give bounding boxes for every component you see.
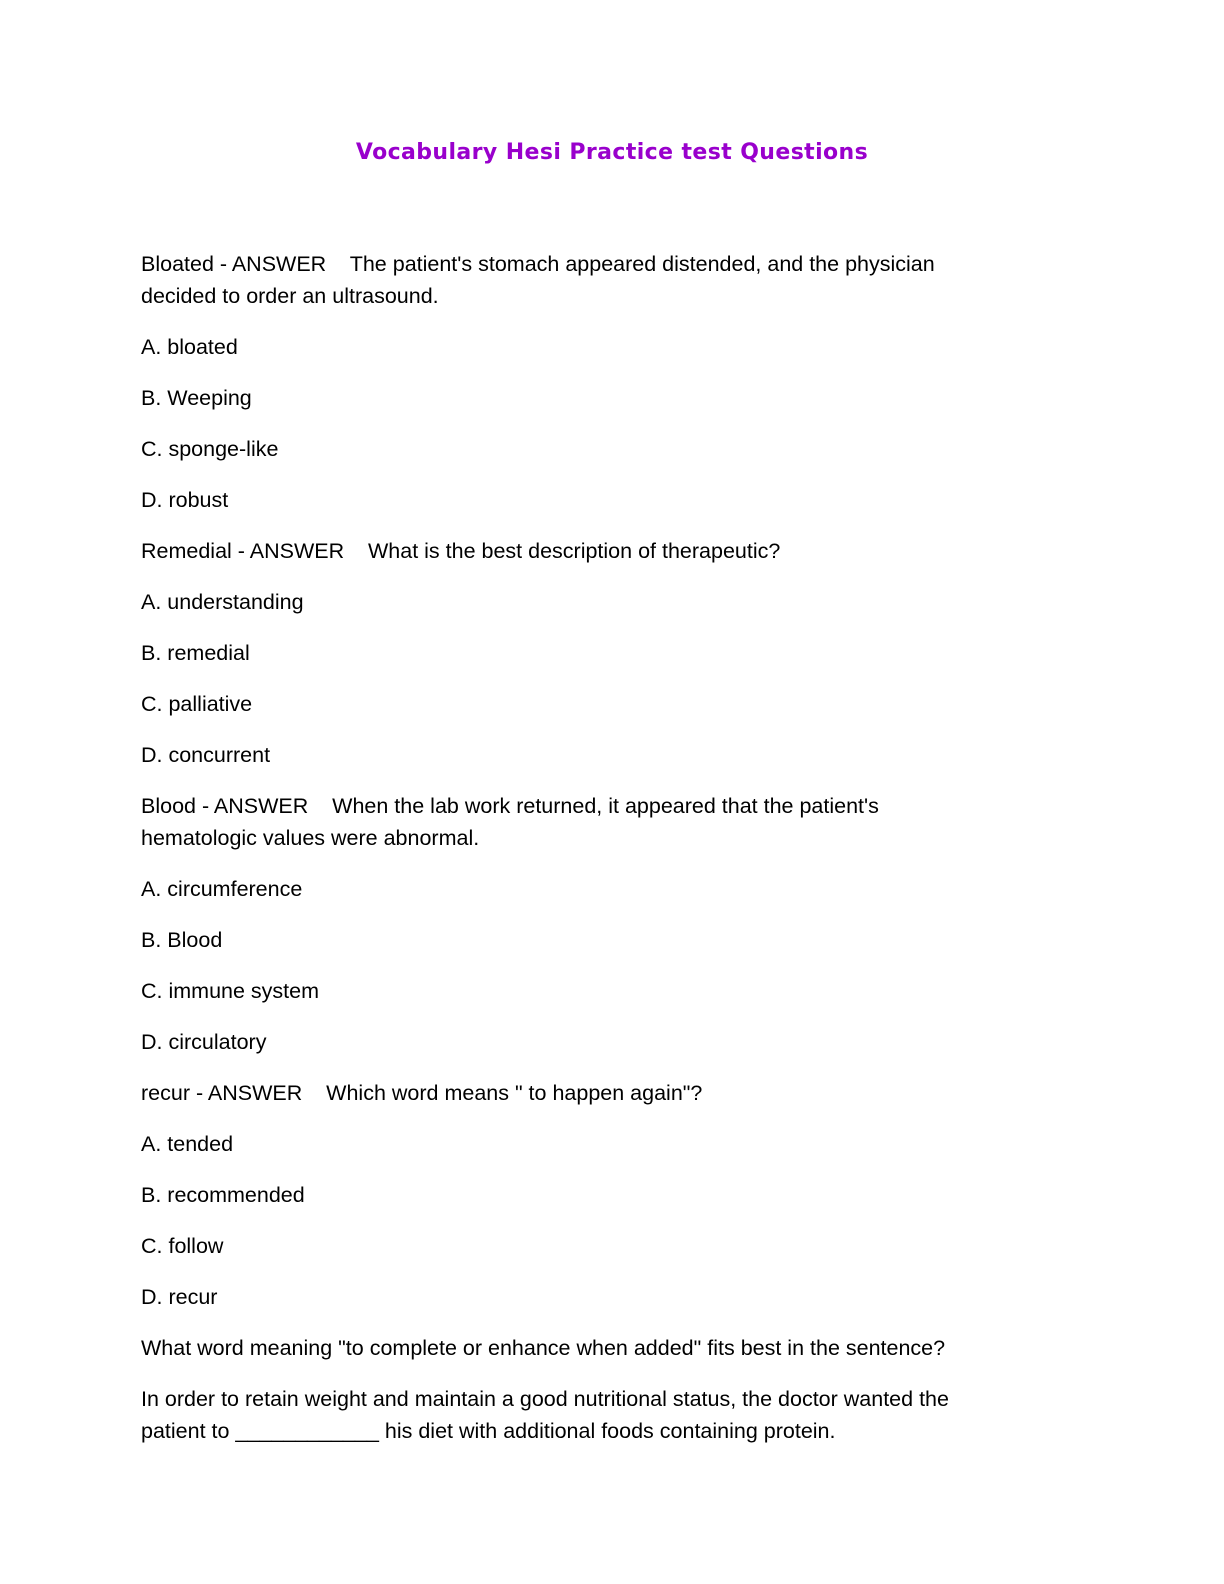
question-prompt: recur - ANSWER Which word means " to happen again"? — [141, 1081, 703, 1105]
answer-option-a: A. bloated — [141, 335, 238, 359]
question-block-3 — [141, 790, 1061, 1058]
answer-option-a: A. circumference — [141, 877, 303, 901]
question-prompt — [141, 790, 1061, 854]
answer-option-b: B. recommended — [141, 1183, 305, 1207]
answer-option-d: D. concurrent — [141, 743, 271, 767]
question-block-5 — [141, 1332, 1061, 1447]
answer-option-c: C. sponge-like — [141, 437, 279, 461]
question-block-4 — [141, 1077, 1061, 1313]
question-prompt — [141, 248, 1061, 312]
document-title: Vocabulary Hesi Practice test Questions — [355, 140, 869, 165]
answer-option-d: D. recur — [141, 1285, 218, 1309]
question-prompt-line-1: Blood - ANSWER When the lab work returned, it appeared that the patient's — [141, 794, 879, 818]
answer-option-a: A. tended — [141, 1132, 234, 1156]
answer-option-c: C. palliative — [141, 692, 253, 716]
question-prompt-line-2: decided to order an ultrasound. — [141, 284, 439, 308]
document-body — [141, 248, 1061, 1466]
answer-option-d: D. circulatory — [141, 1030, 267, 1054]
question-prompt-line-1: Bloated - ANSWER The patient's stomach appeared distended, and the physician — [141, 252, 935, 276]
answer-option-b: B. Weeping — [141, 386, 252, 410]
question-prompt-line-2: hematologic values were abnormal. — [141, 826, 480, 850]
question-block-2 — [141, 535, 1061, 771]
answer-option-c: C. immune system — [141, 979, 320, 1003]
fill-in-sentence-line-2: patient to ____________ his diet with additional foods containing protein. — [141, 1419, 836, 1443]
question-prompt: What word meaning "to complete or enhance when added" fits best in the sentence? — [141, 1336, 946, 1360]
fill-in-sentence — [141, 1383, 1061, 1447]
question-block-1 — [141, 248, 1061, 516]
question-prompt: Remedial - ANSWER What is the best description of therapeutic? — [141, 539, 781, 563]
answer-option-a: A. understanding — [141, 590, 304, 614]
answer-option-b: B. remedial — [141, 641, 250, 665]
answer-option-d: D. robust — [141, 488, 229, 512]
fill-in-sentence-line-1: In order to retain weight and maintain a good nutritional status, the doctor wanted the — [141, 1387, 949, 1411]
answer-option-c: C. follow — [141, 1234, 224, 1258]
answer-option-b: B. Blood — [141, 928, 223, 952]
